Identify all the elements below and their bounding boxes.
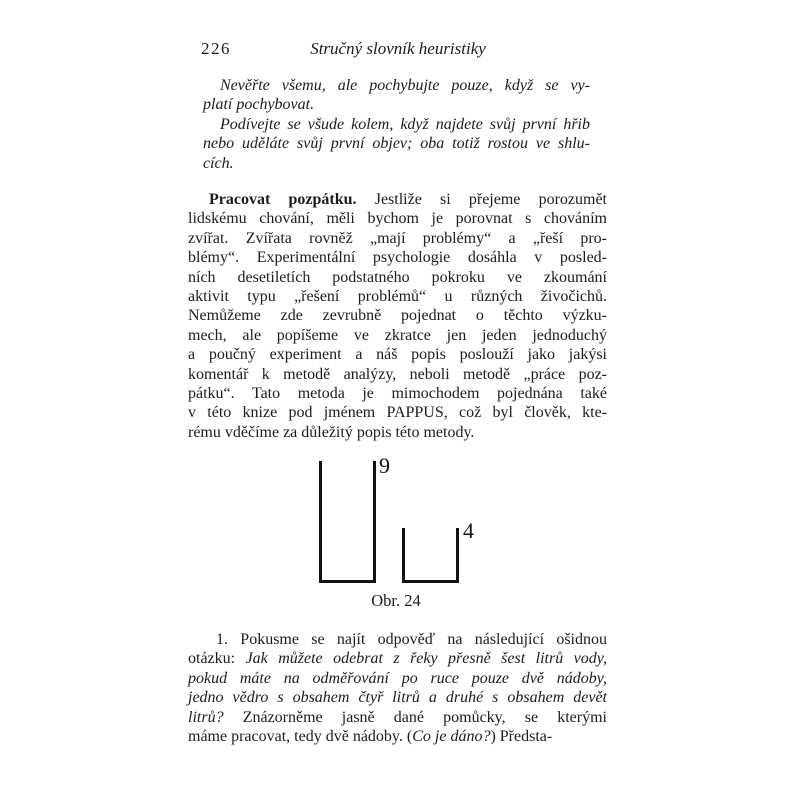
motto-paragraph-2 xyxy=(203,115,590,173)
text-segment: Nevěřte všemu, ale pochybujte pouze, když se vy- xyxy=(220,77,590,94)
vessel-nine-label: 9 xyxy=(379,453,390,478)
text-line xyxy=(188,708,607,727)
text-line xyxy=(188,669,607,688)
figure-caption: Obr. 24 xyxy=(371,591,421,610)
text-segment: zvířat. Zvířata rovněž „mají problémy“ a „řeší pro- xyxy=(188,229,607,247)
text-segment: Znázorněme jasně dané pomůcky, se kterými xyxy=(223,708,607,726)
running-title: Stručný slovník heuristiky xyxy=(310,39,486,58)
text-line xyxy=(188,209,607,228)
problem-paragraph-1 xyxy=(188,630,607,746)
text-line xyxy=(203,134,590,153)
text-segment: pátku“. Tato metoda je mimochodem pojednána také xyxy=(188,385,607,403)
text-line xyxy=(188,268,607,287)
entry-paragraph-pracovat-pozpatku xyxy=(188,190,607,442)
text-segment: pokud máte na odměřování po ruce pouze dvě nádoby, xyxy=(188,669,607,687)
text-line xyxy=(188,287,607,306)
text-segment: aktivit typu „řešení problémů“ u různých živočichů. xyxy=(188,288,607,306)
text-segment: nebo uděláte svůj první objev; oba totiž rostou ve shlu- xyxy=(203,135,590,153)
vessel-four-label: 4 xyxy=(463,518,474,543)
text-line xyxy=(188,365,607,384)
text-line xyxy=(188,326,607,345)
page-number: 226 xyxy=(201,39,231,58)
text-segment: a poučný experiment a náš popis poslouží jako jakýsi xyxy=(188,346,607,364)
text-line xyxy=(188,727,607,746)
text-segment: Jak můžete odebrat z řeky přesně šest litrů vody, xyxy=(245,650,608,668)
text-segment: cích. xyxy=(203,154,234,172)
text-line xyxy=(188,423,607,442)
text-segment: platí pochybovat. xyxy=(203,96,315,114)
text-segment: máme pracovat, tedy dvě nádoby. ( xyxy=(188,728,413,746)
text-line xyxy=(188,384,607,403)
text-line xyxy=(203,115,590,134)
text-line xyxy=(188,403,607,422)
text-line xyxy=(203,76,590,95)
text-segment: mech, ale popíšeme ve zkratce jen jeden jednoduchý xyxy=(188,326,607,344)
text-segment: litrů? xyxy=(188,708,224,726)
text-segment: jedno vědro s obsahem čtyř litrů a druhé s obsahem devět xyxy=(188,689,607,707)
text-line xyxy=(188,190,607,209)
text-line xyxy=(203,95,590,114)
vessel-nine-litre-shape xyxy=(319,461,376,583)
text-line xyxy=(188,688,607,707)
text-segment: Nemůžeme zde zevrubně pojednat o těchto výzku- xyxy=(188,307,607,325)
text-segment: Podívejte se všude kolem, když najdete svůj první hřib xyxy=(220,116,590,133)
motto-paragraph-1 xyxy=(203,76,590,115)
text-segment: v této knize pod jménem PAPPUS, což byl člověk, kte- xyxy=(188,404,607,422)
text-line xyxy=(188,345,607,364)
text-line xyxy=(188,649,607,668)
text-line xyxy=(188,306,607,325)
text-line xyxy=(188,229,607,248)
text-segment: 1. Pokusme se najít odpověď na následující ošidnou xyxy=(216,631,607,648)
text-segment: komentář k metodě analýzy, neboli metodě „práce poz- xyxy=(188,365,607,383)
text-line xyxy=(188,630,607,649)
text-segment: Co je dáno? xyxy=(412,728,491,746)
text-segment: blémy“. Experimentální psychologie dosáhla v posled- xyxy=(188,249,607,267)
text-segment: ) Předsta- xyxy=(490,728,553,746)
text-segment: Jestliže si přejeme porozumět xyxy=(356,191,608,208)
text-segment: Pracovat pozpátku. xyxy=(209,191,357,208)
text-line xyxy=(203,154,590,173)
text-segment: lidskému chování, měli bychom je porovnat s chováním xyxy=(188,210,607,228)
vessel-four-litre-shape xyxy=(402,528,459,583)
text-segment: otázku: xyxy=(188,650,246,668)
text-segment: ních desetiletích podstatného pokroku ve zkoumání xyxy=(188,268,607,286)
page-header xyxy=(188,39,608,59)
text-line xyxy=(188,248,607,267)
text-segment: rému vděčíme za důležitý popis této metody. xyxy=(188,423,475,441)
